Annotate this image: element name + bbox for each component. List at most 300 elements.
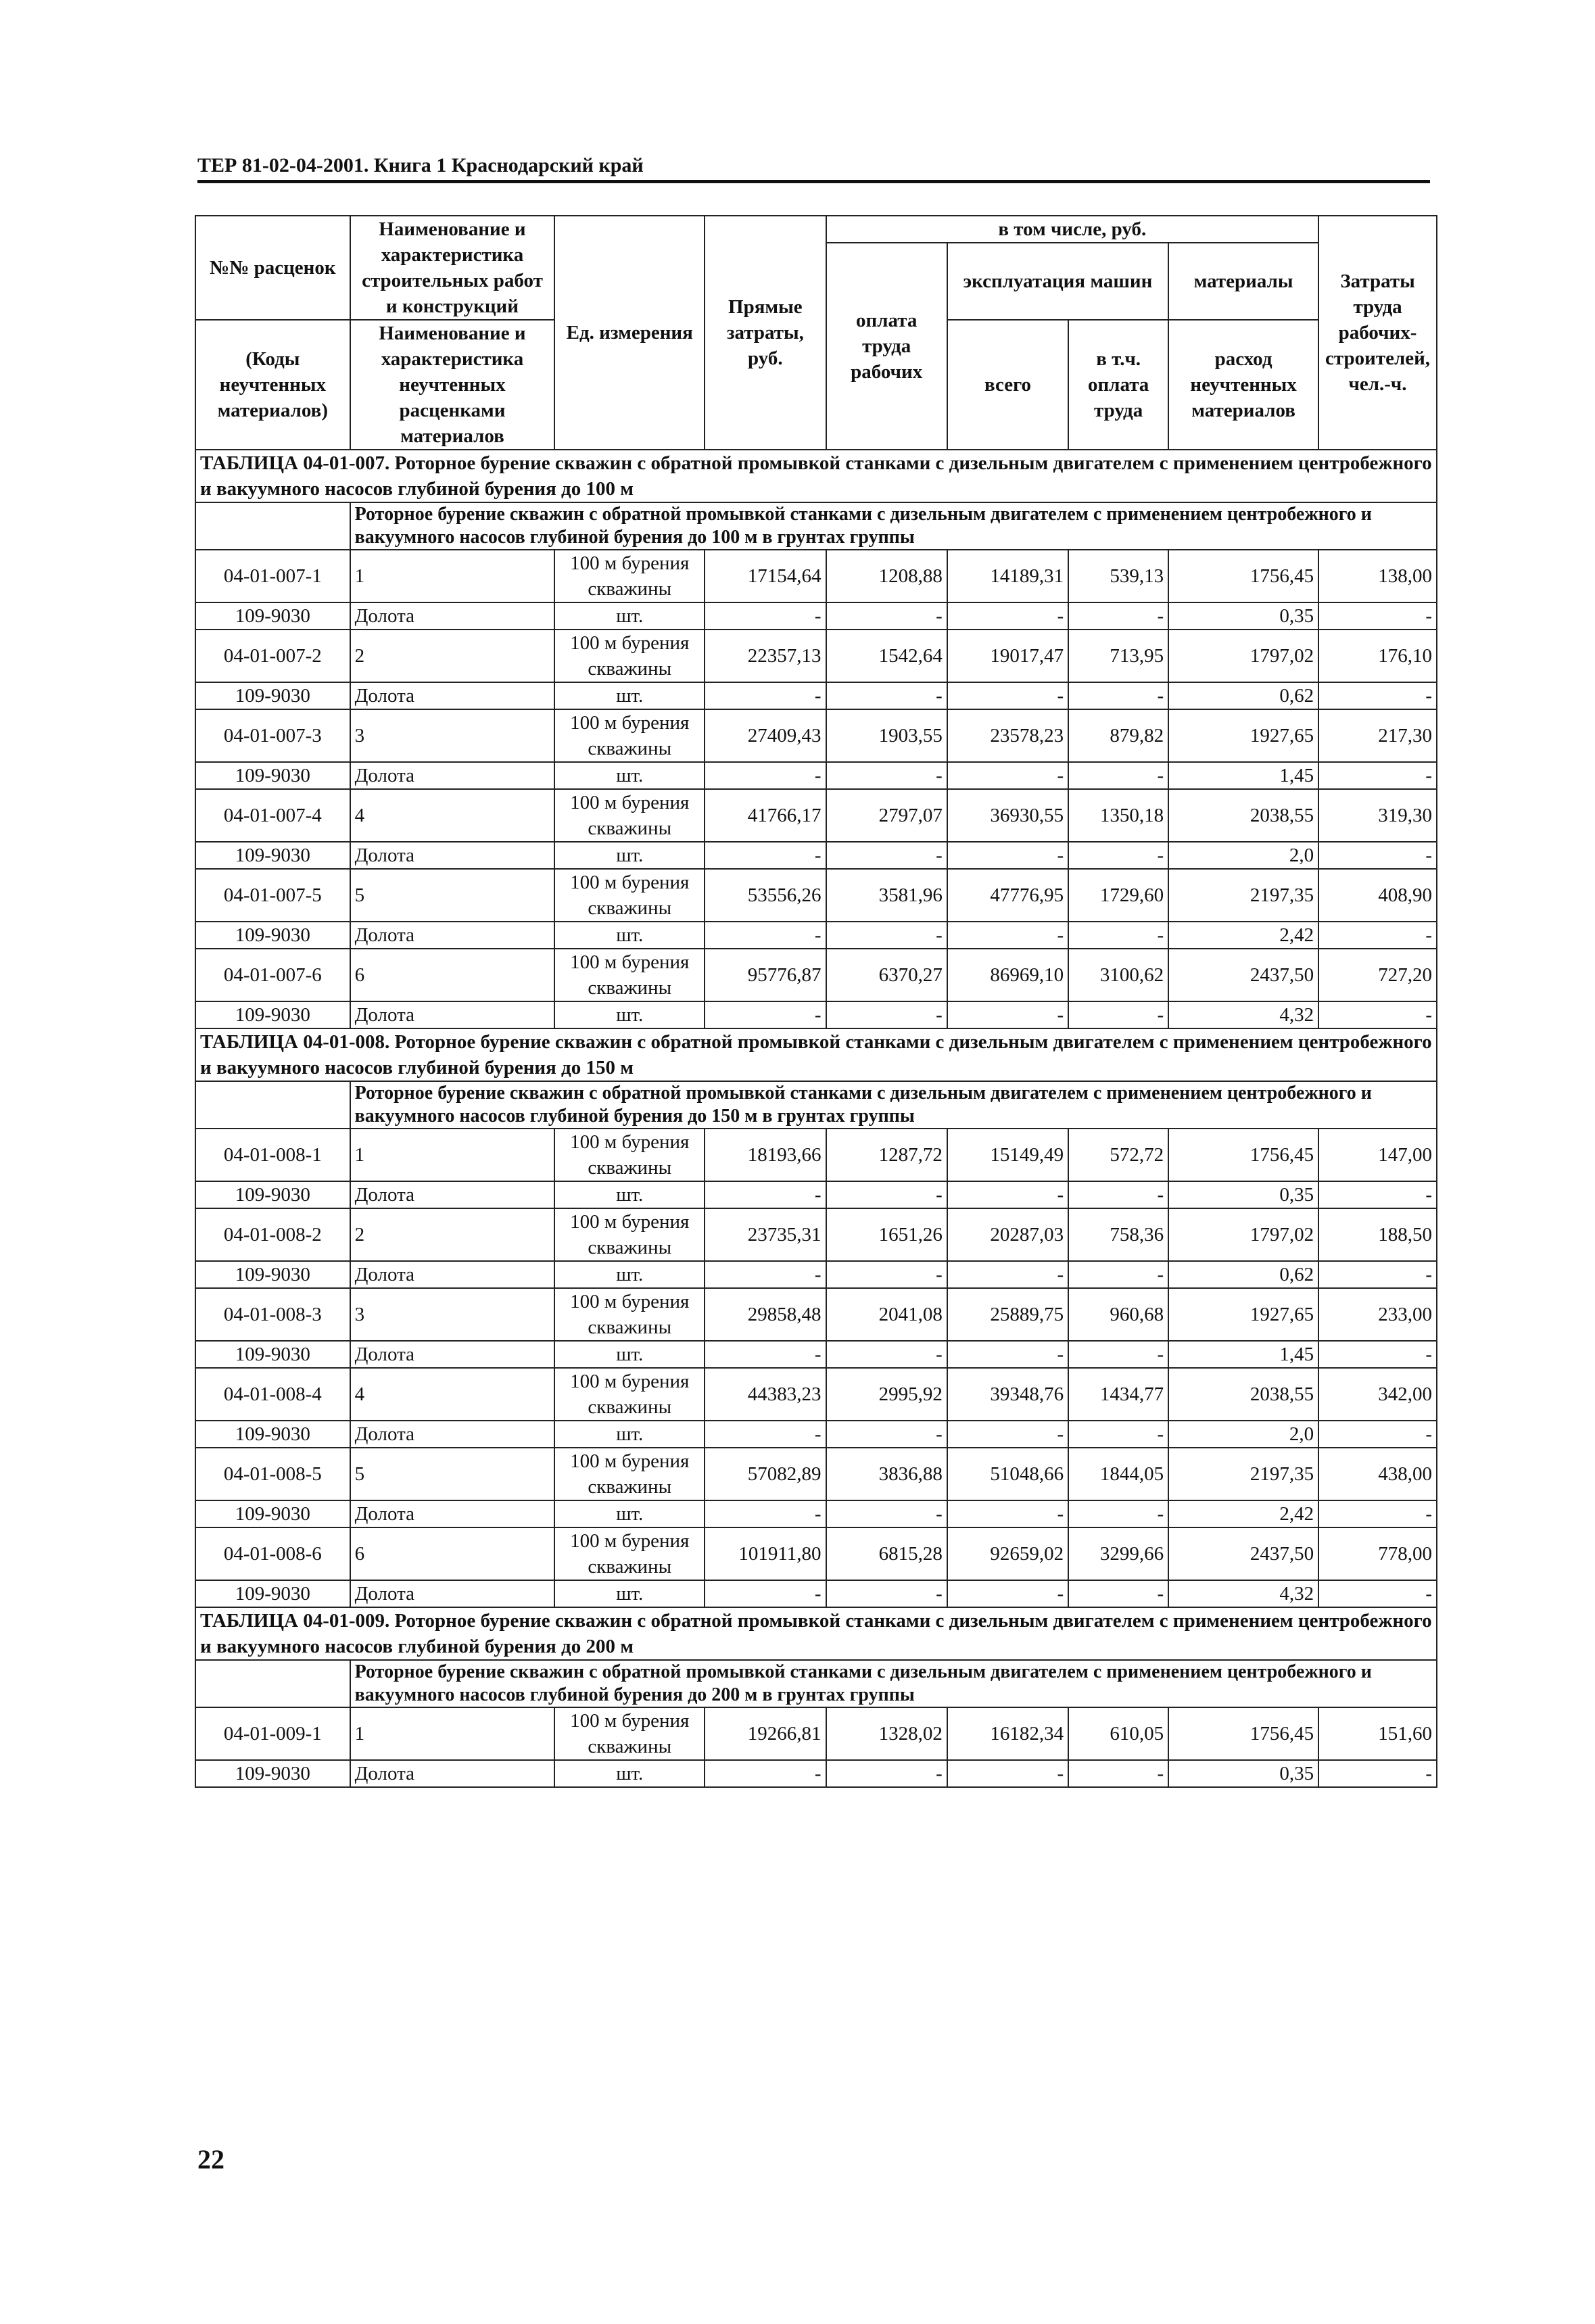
dash-cell: - <box>1068 602 1168 630</box>
dash-cell: - <box>826 1001 947 1028</box>
rate-labor-pay: 3581,96 <box>826 869 947 922</box>
dash-cell: - <box>1068 1580 1168 1607</box>
rate-labor-pay: 1208,88 <box>826 550 947 602</box>
material-qty: 0,35 <box>1168 602 1318 630</box>
table-label: ТАБЛИЦА 04-01-007. <box>200 452 390 474</box>
rate-labor-pay: 2995,92 <box>826 1368 947 1421</box>
rate-machine-pay: 539,13 <box>1068 550 1168 602</box>
dash-cell: - <box>947 1500 1068 1527</box>
rate-labor-pay: 1542,64 <box>826 630 947 682</box>
dash-cell: - <box>1318 602 1437 630</box>
rate-labor-cost: 408,90 <box>1318 869 1437 922</box>
rate-unit: 100 м бурения скважины <box>554 1288 705 1341</box>
dash-cell: - <box>705 1181 826 1208</box>
dash-cell: - <box>947 1001 1068 1028</box>
material-code: 109-9030 <box>195 682 350 709</box>
rate-machine-pay: 879,82 <box>1068 709 1168 762</box>
group-empty-cell <box>195 502 350 550</box>
dash-cell: - <box>1318 682 1437 709</box>
dash-cell: - <box>705 1500 826 1527</box>
rate-machine-pay: 713,95 <box>1068 630 1168 682</box>
rate-labor-cost: 217,30 <box>1318 709 1437 762</box>
material-row <box>195 1421 1437 1448</box>
material-qty: 2,42 <box>1168 922 1318 949</box>
dash-cell: - <box>947 682 1068 709</box>
rate-code: 04-01-009-1 <box>195 1707 350 1760</box>
rate-name: 2 <box>350 1208 555 1261</box>
rate-unit: 100 м бурения скважины <box>554 1129 705 1181</box>
rate-name: 1 <box>350 550 555 602</box>
rate-name: 4 <box>350 789 555 842</box>
rate-code: 04-01-007-3 <box>195 709 350 762</box>
rate-labor-pay: 6370,27 <box>826 949 947 1001</box>
rate-code: 04-01-007-4 <box>195 789 350 842</box>
rate-row <box>195 1707 1437 1760</box>
material-qty: 0,35 <box>1168 1181 1318 1208</box>
dash-cell: - <box>826 922 947 949</box>
dash-cell: - <box>1318 1001 1437 1028</box>
material-code: 109-9030 <box>195 602 350 630</box>
rate-row <box>195 1448 1437 1500</box>
rate-name: 5 <box>350 869 555 922</box>
dash-cell: - <box>1318 1181 1437 1208</box>
material-row <box>195 762 1437 789</box>
rate-code: 04-01-007-2 <box>195 630 350 682</box>
dash-cell: - <box>826 1500 947 1527</box>
material-row <box>195 1580 1437 1607</box>
rate-labor-cost: 727,20 <box>1318 949 1437 1001</box>
material-qty: 0,62 <box>1168 1261 1318 1288</box>
dash-cell: - <box>826 1341 947 1368</box>
table-title: Роторное бурение скважин с обратной промывкой станками с дизельным двигателем с применением центробежного и вакуумного насосов глубиной бурения до 200 м <box>200 1610 1432 1657</box>
material-qty: 2,0 <box>1168 1421 1318 1448</box>
group-description: Роторное бурение скважин с обратной промывкой станками с дизельным двигателем с применением центробежного и вакуумного насосов глубиной бурения до 150 м в грунтах группы <box>350 1081 1437 1129</box>
rates-table <box>195 215 1437 1788</box>
rate-machine-pay: 960,68 <box>1068 1288 1168 1341</box>
dash-cell: - <box>1068 1001 1168 1028</box>
material-row <box>195 602 1437 630</box>
rate-code: 04-01-008-1 <box>195 1129 350 1181</box>
rate-labor-pay: 1903,55 <box>826 709 947 762</box>
rate-machine: 39348,76 <box>947 1368 1068 1421</box>
header-row-1 <box>195 216 1437 243</box>
group-empty-cell <box>195 1660 350 1707</box>
dash-cell: - <box>1068 682 1168 709</box>
rate-materials: 1797,02 <box>1168 630 1318 682</box>
rate-direct: 23735,31 <box>705 1208 826 1261</box>
material-row <box>195 1500 1437 1527</box>
dash-cell: - <box>947 1421 1068 1448</box>
dash-cell: - <box>1318 1341 1437 1368</box>
material-code: 109-9030 <box>195 1181 350 1208</box>
dash-cell: - <box>705 762 826 789</box>
rate-labor-cost: 342,00 <box>1318 1368 1437 1421</box>
material-name: Долота <box>350 1580 555 1607</box>
material-row <box>195 682 1437 709</box>
col-materials: материалы <box>1168 243 1318 320</box>
table-caption-row <box>195 1607 1437 1660</box>
rate-unit: 100 м бурения скважины <box>554 949 705 1001</box>
rate-machine-pay: 3299,66 <box>1068 1527 1168 1580</box>
rate-machine: 86969,10 <box>947 949 1068 1001</box>
rate-direct: 18193,66 <box>705 1129 826 1181</box>
rate-direct: 101911,80 <box>705 1527 826 1580</box>
header-rule <box>197 180 1430 183</box>
rate-materials: 1927,65 <box>1168 1288 1318 1341</box>
rate-machine-pay: 758,36 <box>1068 1208 1168 1261</box>
dash-cell: - <box>705 1341 826 1368</box>
rate-machine-pay: 1844,05 <box>1068 1448 1168 1500</box>
rate-direct: 53556,26 <box>705 869 826 922</box>
table-caption-row <box>195 450 1437 502</box>
material-qty: 4,32 <box>1168 1580 1318 1607</box>
rate-machine: 36930,55 <box>947 789 1068 842</box>
dash-cell: - <box>826 1181 947 1208</box>
material-row <box>195 1341 1437 1368</box>
rate-name: 1 <box>350 1707 555 1760</box>
material-qty: 1,45 <box>1168 762 1318 789</box>
rate-labor-cost: 138,00 <box>1318 550 1437 602</box>
rate-direct: 22357,13 <box>705 630 826 682</box>
dash-cell: - <box>1068 762 1168 789</box>
material-name: Долота <box>350 1421 555 1448</box>
material-code: 109-9030 <box>195 762 350 789</box>
dash-cell: - <box>947 1261 1068 1288</box>
dash-cell: - <box>705 842 826 869</box>
dash-cell: - <box>947 762 1068 789</box>
rate-labor-cost: 151,60 <box>1318 1707 1437 1760</box>
rate-name: 1 <box>350 1129 555 1181</box>
rate-name: 3 <box>350 709 555 762</box>
rate-materials: 1756,45 <box>1168 550 1318 602</box>
rate-name: 6 <box>350 1527 555 1580</box>
rate-name: 2 <box>350 630 555 682</box>
rate-labor-cost: 188,50 <box>1318 1208 1437 1261</box>
material-name: Долота <box>350 842 555 869</box>
dash-cell: - <box>1068 1421 1168 1448</box>
rate-direct: 29858,48 <box>705 1288 826 1341</box>
material-name: Долота <box>350 1500 555 1527</box>
material-unit: шт. <box>554 1580 705 1607</box>
material-unit: шт. <box>554 922 705 949</box>
rate-code: 04-01-008-2 <box>195 1208 350 1261</box>
material-unit: шт. <box>554 1760 705 1787</box>
dash-cell: - <box>705 682 826 709</box>
dash-cell: - <box>826 1261 947 1288</box>
dash-cell: - <box>826 1760 947 1787</box>
rate-row <box>195 949 1437 1001</box>
material-name: Долота <box>350 1760 555 1787</box>
dash-cell: - <box>705 1261 826 1288</box>
group-row <box>195 502 1437 550</box>
group-description: Роторное бурение скважин с обратной промывкой станками с дизельным двигателем с применением центробежного и вакуумного насосов глубиной бурения до 100 м в грунтах группы <box>350 502 1437 550</box>
material-code: 109-9030 <box>195 1760 350 1787</box>
dash-cell: - <box>1318 1500 1437 1527</box>
material-qty: 1,45 <box>1168 1341 1318 1368</box>
dash-cell: - <box>826 602 947 630</box>
dash-cell: - <box>947 1580 1068 1607</box>
rate-machine: 51048,66 <box>947 1448 1068 1500</box>
dash-cell: - <box>705 1580 826 1607</box>
rate-labor-cost: 319,30 <box>1318 789 1437 842</box>
rate-materials: 2437,50 <box>1168 1527 1318 1580</box>
group-row <box>195 1081 1437 1129</box>
material-unit: шт. <box>554 602 705 630</box>
material-row <box>195 1261 1437 1288</box>
material-unit: шт. <box>554 1181 705 1208</box>
rate-row <box>195 869 1437 922</box>
dash-cell: - <box>826 1580 947 1607</box>
dash-cell: - <box>705 602 826 630</box>
rate-unit: 100 м бурения скважины <box>554 630 705 682</box>
rate-labor-cost: 233,00 <box>1318 1288 1437 1341</box>
rate-materials: 2437,50 <box>1168 949 1318 1001</box>
rate-direct: 19266,81 <box>705 1707 826 1760</box>
material-row <box>195 1181 1437 1208</box>
rate-machine: 92659,02 <box>947 1527 1068 1580</box>
rate-code: 04-01-007-5 <box>195 869 350 922</box>
col-total: всего <box>947 320 1068 450</box>
group-empty-cell <box>195 1081 350 1129</box>
rate-materials: 1797,02 <box>1168 1208 1318 1261</box>
material-qty: 2,42 <box>1168 1500 1318 1527</box>
col-incl-labor: в т.ч. оплата труда <box>1068 320 1168 450</box>
material-qty: 2,0 <box>1168 842 1318 869</box>
dash-cell: - <box>1318 762 1437 789</box>
material-name: Долота <box>350 1261 555 1288</box>
dash-cell: - <box>947 602 1068 630</box>
rate-unit: 100 м бурения скважины <box>554 550 705 602</box>
rate-machine-pay: 610,05 <box>1068 1707 1168 1760</box>
col-labor: Затраты труда рабочих-строителей, чел.-ч. <box>1318 216 1437 450</box>
material-code: 109-9030 <box>195 1001 350 1028</box>
material-row <box>195 1001 1437 1028</box>
rate-direct: 17154,64 <box>705 550 826 602</box>
col-direct: Прямые затраты, руб. <box>705 216 826 450</box>
rate-labor-pay: 1651,26 <box>826 1208 947 1261</box>
table-caption <box>195 450 1437 502</box>
rate-unit: 100 м бурения скважины <box>554 1368 705 1421</box>
dash-cell: - <box>826 682 947 709</box>
dash-cell: - <box>705 1421 826 1448</box>
rate-unit: 100 м бурения скважины <box>554 869 705 922</box>
rate-labor-pay: 3836,88 <box>826 1448 947 1500</box>
col-name-materials: Наименование и характеристика неучтенных расценками материалов <box>350 320 555 450</box>
rate-unit: 100 м бурения скважины <box>554 789 705 842</box>
dash-cell: - <box>1318 842 1437 869</box>
rate-materials: 1927,65 <box>1168 709 1318 762</box>
material-code: 109-9030 <box>195 1580 350 1607</box>
rate-row <box>195 1129 1437 1181</box>
table-caption-row <box>195 1028 1437 1081</box>
rate-unit: 100 м бурения скважины <box>554 1707 705 1760</box>
dash-cell: - <box>1318 922 1437 949</box>
material-qty: 0,62 <box>1168 682 1318 709</box>
material-qty: 4,32 <box>1168 1001 1318 1028</box>
material-qty: 0,35 <box>1168 1760 1318 1787</box>
dash-cell: - <box>1068 1261 1168 1288</box>
dash-cell: - <box>1318 1261 1437 1288</box>
rate-unit: 100 м бурения скважины <box>554 1208 705 1261</box>
rate-machine: 47776,95 <box>947 869 1068 922</box>
rate-machine-pay: 3100,62 <box>1068 949 1168 1001</box>
rate-machine-pay: 572,72 <box>1068 1129 1168 1181</box>
rate-materials: 2038,55 <box>1168 1368 1318 1421</box>
rate-row <box>195 630 1437 682</box>
rate-labor-pay: 6815,28 <box>826 1527 947 1580</box>
rate-code: 04-01-007-1 <box>195 550 350 602</box>
dash-cell: - <box>1318 1421 1437 1448</box>
rate-row <box>195 1527 1437 1580</box>
material-code: 109-9030 <box>195 922 350 949</box>
rate-machine-pay: 1434,77 <box>1068 1368 1168 1421</box>
rate-labor-pay: 1328,02 <box>826 1707 947 1760</box>
dash-cell: - <box>1068 842 1168 869</box>
material-name: Долота <box>350 1341 555 1368</box>
rate-machine: 14189,31 <box>947 550 1068 602</box>
rate-materials: 1756,45 <box>1168 1129 1318 1181</box>
dash-cell: - <box>1068 922 1168 949</box>
rate-row <box>195 550 1437 602</box>
table-caption <box>195 1028 1437 1081</box>
group-description: Роторное бурение скважин с обратной промывкой станками с дизельным двигателем с применением центробежного и вакуумного насосов глубиной бурения до 200 м в грунтах группы <box>350 1660 1437 1707</box>
material-unit: шт. <box>554 1500 705 1527</box>
dash-cell: - <box>705 922 826 949</box>
page-header: ТЕР 81-02-04-2001. Книга 1 Краснодарский край <box>197 154 644 176</box>
rate-direct: 44383,23 <box>705 1368 826 1421</box>
dash-cell: - <box>826 842 947 869</box>
rate-direct: 41766,17 <box>705 789 826 842</box>
material-unit: шт. <box>554 762 705 789</box>
material-name: Долота <box>350 682 555 709</box>
rate-direct: 27409,43 <box>705 709 826 762</box>
rate-machine-pay: 1350,18 <box>1068 789 1168 842</box>
material-code: 109-9030 <box>195 1500 350 1527</box>
rate-machine: 15149,49 <box>947 1129 1068 1181</box>
rate-name: 6 <box>350 949 555 1001</box>
col-rate-no: №№ расценок <box>195 216 350 320</box>
col-codes: (Коды неучтенных материалов) <box>195 320 350 450</box>
dash-cell: - <box>947 1760 1068 1787</box>
rate-direct: 57082,89 <box>705 1448 826 1500</box>
material-code: 109-9030 <box>195 1341 350 1368</box>
table-title: Роторное бурение скважин с обратной промывкой станками с дизельным двигателем с применением центробежного и вакуумного насосов глубиной бурения до 150 м <box>200 1031 1432 1078</box>
rate-labor-cost: 147,00 <box>1318 1129 1437 1181</box>
col-labor-pay: оплата труда рабочих <box>826 243 947 450</box>
rate-row <box>195 1288 1437 1341</box>
rate-labor-pay: 2797,07 <box>826 789 947 842</box>
rate-labor-cost: 778,00 <box>1318 1527 1437 1580</box>
material-name: Долота <box>350 602 555 630</box>
material-unit: шт. <box>554 1341 705 1368</box>
dash-cell: - <box>1318 1580 1437 1607</box>
col-machine: эксплуатация машин <box>947 243 1168 320</box>
col-material-use: расход неучтенных материалов <box>1168 320 1318 450</box>
dash-cell: - <box>1068 1760 1168 1787</box>
rate-labor-pay: 2041,08 <box>826 1288 947 1341</box>
rate-row <box>195 1368 1437 1421</box>
dash-cell: - <box>1068 1500 1168 1527</box>
col-name-works: Наименование и характеристика строительных работ и конструкций <box>350 216 555 320</box>
rate-machine: 16182,34 <box>947 1707 1068 1760</box>
rate-name: 5 <box>350 1448 555 1500</box>
dash-cell: - <box>1068 1341 1168 1368</box>
table-label: ТАБЛИЦА 04-01-008. <box>200 1031 390 1053</box>
rate-materials: 1756,45 <box>1168 1707 1318 1760</box>
rate-machine: 23578,23 <box>947 709 1068 762</box>
material-row <box>195 1760 1437 1787</box>
rate-unit: 100 м бурения скважины <box>554 709 705 762</box>
rate-code: 04-01-007-6 <box>195 949 350 1001</box>
rate-code: 04-01-008-3 <box>195 1288 350 1341</box>
dash-cell: - <box>826 1421 947 1448</box>
dash-cell: - <box>947 1341 1068 1368</box>
rate-labor-pay: 1287,72 <box>826 1129 947 1181</box>
rate-machine: 20287,03 <box>947 1208 1068 1261</box>
table-title: Роторное бурение скважин с обратной промывкой станками с дизельным двигателем с применением центробежного и вакуумного насосов глубиной бурения до 100 м <box>200 452 1432 500</box>
dash-cell: - <box>1318 1760 1437 1787</box>
rate-name: 4 <box>350 1368 555 1421</box>
rate-unit: 100 м бурения скважины <box>554 1448 705 1500</box>
table-caption <box>195 1607 1437 1660</box>
rate-name: 3 <box>350 1288 555 1341</box>
rate-direct: 95776,87 <box>705 949 826 1001</box>
rate-row <box>195 1208 1437 1261</box>
dash-cell: - <box>826 762 947 789</box>
material-code: 109-9030 <box>195 1261 350 1288</box>
material-name: Долота <box>350 1181 555 1208</box>
dash-cell: - <box>1068 1181 1168 1208</box>
rate-code: 04-01-008-5 <box>195 1448 350 1500</box>
col-incl: в том числе, руб. <box>826 216 1319 243</box>
dash-cell: - <box>947 922 1068 949</box>
material-unit: шт. <box>554 1261 705 1288</box>
rate-materials: 2197,35 <box>1168 869 1318 922</box>
material-code: 109-9030 <box>195 1421 350 1448</box>
rate-machine: 19017,47 <box>947 630 1068 682</box>
rate-unit: 100 м бурения скважины <box>554 1527 705 1580</box>
col-unit: Ед. измерения <box>554 216 705 450</box>
rate-code: 04-01-008-6 <box>195 1527 350 1580</box>
rate-materials: 2038,55 <box>1168 789 1318 842</box>
rate-machine-pay: 1729,60 <box>1068 869 1168 922</box>
material-name: Долота <box>350 1001 555 1028</box>
dash-cell: - <box>705 1760 826 1787</box>
rate-row <box>195 789 1437 842</box>
table-label: ТАБЛИЦА 04-01-009. <box>200 1610 390 1632</box>
rate-machine: 25889,75 <box>947 1288 1068 1341</box>
material-unit: шт. <box>554 682 705 709</box>
dash-cell: - <box>947 842 1068 869</box>
material-unit: шт. <box>554 1421 705 1448</box>
material-row <box>195 922 1437 949</box>
rate-labor-cost: 438,00 <box>1318 1448 1437 1500</box>
material-row <box>195 842 1437 869</box>
material-code: 109-9030 <box>195 842 350 869</box>
material-unit: шт. <box>554 842 705 869</box>
group-row <box>195 1660 1437 1707</box>
rate-row <box>195 709 1437 762</box>
page-number: 22 <box>197 2144 224 2175</box>
rate-labor-cost: 176,10 <box>1318 630 1437 682</box>
material-name: Долота <box>350 762 555 789</box>
dash-cell: - <box>947 1181 1068 1208</box>
rate-materials: 2197,35 <box>1168 1448 1318 1500</box>
material-name: Долота <box>350 922 555 949</box>
dash-cell: - <box>705 1001 826 1028</box>
material-unit: шт. <box>554 1001 705 1028</box>
rate-code: 04-01-008-4 <box>195 1368 350 1421</box>
